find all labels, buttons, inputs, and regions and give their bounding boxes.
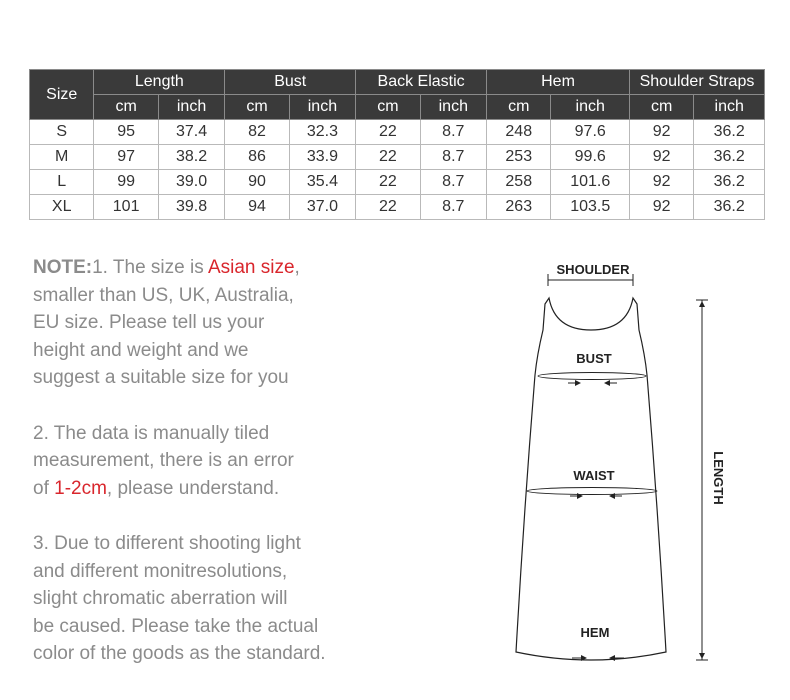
table-row [30,120,765,145]
note-2 [33,420,473,503]
table-row [30,195,765,220]
table-cell: 36.2 [694,120,765,145]
unit-header: cm [487,95,551,120]
table-cell: 36.2 [694,145,765,170]
note-line: be caused. Please take the actual [33,615,319,637]
unit-header: cm [629,95,693,120]
unit-header: inch [694,95,765,120]
table-cell: 39.8 [158,195,224,220]
table-cell: 248 [487,120,551,145]
table-cell: 92 [629,195,693,220]
unit-header: cm [225,95,289,120]
asian-size-highlight: Asian size [207,257,295,278]
unit-header: inch [158,95,224,120]
table-cell: 99 [94,170,158,195]
note-text: , [294,257,300,278]
unit-header: cm [94,95,158,120]
table-cell: 97.6 [551,120,630,145]
table-unit-header-row [30,95,765,120]
note-line: EU size. Please tell us your [33,312,265,333]
error-range-highlight: 1-2cm [54,477,107,499]
table-cell: 22 [356,120,420,145]
table-cell: 92 [629,170,693,195]
size-cell: L [30,170,94,195]
table-cell: 22 [356,170,420,195]
table-cell: 37.0 [289,195,355,220]
table-cell: 37.4 [158,120,224,145]
table-cell: 8.7 [420,170,486,195]
table-cell: 38.2 [158,145,224,170]
table-cell: 101.6 [551,170,630,195]
waist-measure-line [527,488,657,495]
table-cell: 92 [629,120,693,145]
size-cell: M [30,145,94,170]
table-cell: 22 [356,145,420,170]
table-cell: 82 [225,120,289,145]
note-text: , please understand. [106,477,280,499]
unit-header: inch [420,95,486,120]
table-cell: 8.7 [420,195,486,220]
table-group-header-row [30,70,765,95]
note-line: suggest a suitable size for you [33,367,289,388]
note-line: smaller than US, UK, Australia, [33,284,294,306]
bust-measure-line [538,373,646,380]
table-cell: 8.7 [420,145,486,170]
table-cell: 99.6 [551,145,630,170]
note-line: color of the goods as the standard. [33,643,326,664]
size-cell: XL [30,195,94,220]
size-column-header: Size [30,70,94,120]
table-cell: 36.2 [694,170,765,195]
unit-header: cm [356,95,420,120]
table-cell: 39.0 [158,170,224,195]
table-cell: 35.4 [289,170,355,195]
note-line: measurement, there is an error [33,450,294,471]
note-3 [33,530,473,668]
table-cell: 97 [94,145,158,170]
size-chart-table [29,69,765,220]
table-cell: 90 [225,170,289,195]
hem-label: HEM [580,625,610,640]
waist-label: WAIST [573,468,615,483]
table-cell: 32.3 [289,120,355,145]
group-header-shoulder-straps: Shoulder Straps [629,70,764,95]
table-cell: 92 [629,145,693,170]
table-cell: 101 [94,195,158,220]
table-cell: 22 [356,195,420,220]
table-cell: 33.9 [289,145,355,170]
note-1 [33,254,473,392]
table-cell: 8.7 [420,120,486,145]
table-cell: 103.5 [551,195,630,220]
table-row [30,145,765,170]
table-cell: 86 [225,145,289,170]
table-row [30,170,765,195]
group-header-back-elastic: Back Elastic [356,70,487,95]
dress-measurement-diagram [500,250,750,680]
table-cell: 94 [225,195,289,220]
group-header-bust: Bust [225,70,356,95]
note-line: slight chromatic aberration will [33,588,288,609]
note-text: 1. The size is [92,257,208,278]
table-cell: 95 [94,120,158,145]
bust-label: BUST [576,351,612,366]
size-cell: S [30,120,94,145]
note-text: of [33,477,55,499]
table-cell: 258 [487,170,551,195]
table-cell: 36.2 [694,195,765,220]
size-notes [33,254,473,696]
shoulder-label: SHOULDER [556,262,630,277]
unit-header: inch [551,95,630,120]
group-header-hem: Hem [487,70,630,95]
note-line: 3. Due to different shooting light [33,533,301,554]
note-label: NOTE: [33,257,93,278]
unit-header: inch [289,95,355,120]
note-line: height and weight and we [33,339,249,361]
group-header-length: Length [94,70,225,95]
note-line: and different monitresolutions, [33,560,288,582]
table-cell: 253 [487,145,551,170]
table-cell: 263 [487,195,551,220]
note-line: 2. The data is manually tiled [33,422,270,444]
length-label: LENGTH [711,451,726,505]
